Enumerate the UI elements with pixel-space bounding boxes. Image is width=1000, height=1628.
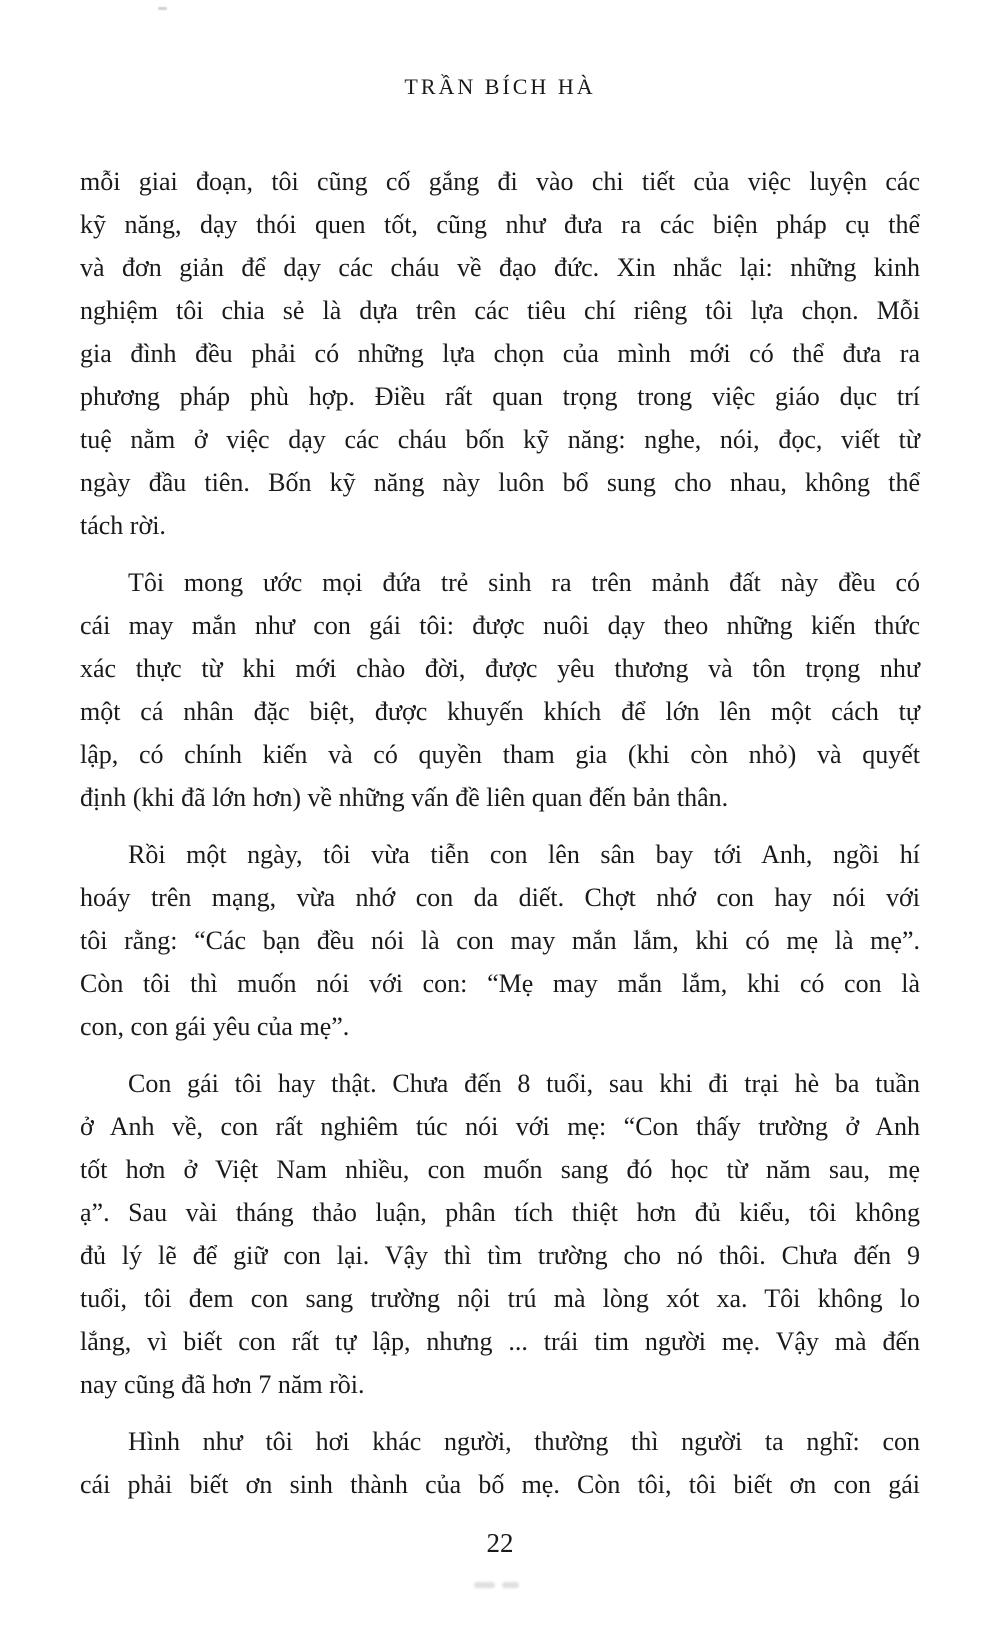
paragraph	[80, 160, 920, 547]
paragraph	[80, 1420, 920, 1506]
text-line: tách rời.	[80, 511, 166, 540]
text-line: gia đình đều phải có những lựa chọn của mình mới có thể đưa ra	[80, 339, 920, 368]
text-line: tuệ nằm ở việc dạy các cháu bốn kỹ năng: nghe, nói, đọc, viết từ	[80, 425, 920, 454]
text-line: định (khi đã lớn hơn) về những vấn đề liên quan đến bản thân.	[80, 783, 729, 812]
text-line: mỗi giai đoạn, tôi cũng cố gắng đi vào chi tiết của việc luyện các	[80, 167, 920, 196]
text-line: cái phải biết ơn sinh thành của bố mẹ. Còn tôi, tôi biết ơn con gái	[80, 1470, 920, 1499]
text-line: con, con gái yêu của mẹ”.	[80, 1012, 350, 1041]
paragraph	[80, 833, 920, 1048]
text-line: kỹ năng, dạy thói quen tốt, cũng như đưa ra các biện pháp cụ thể	[80, 210, 920, 239]
text-line: Con gái tôi hay thật. Chưa đến 8 tuổi, sau khi đi trại hè ba tuần	[128, 1069, 920, 1098]
text-line: đủ lý lẽ để giữ con lại. Vậy thì tìm trường cho nó thôi. Chưa đến 9	[80, 1241, 920, 1270]
text-line: Hình như tôi hơi khác người, thường thì người ta nghĩ: con	[128, 1427, 920, 1456]
text-line: nghiệm tôi chia sẻ là dựa trên các tiêu chí riêng tôi lựa chọn. Mỗi	[80, 296, 920, 325]
text-line: tốt hơn ở Việt Nam nhiều, con muốn sang đó học từ năm sau, mẹ	[80, 1155, 920, 1184]
text-line: lắng, vì biết con rất tự lập, nhưng ... trái tim người mẹ. Vậy mà đến	[80, 1327, 920, 1356]
text-line: nay cũng đã hơn 7 năm rồi.	[80, 1370, 365, 1399]
page-number: 22	[486, 1528, 514, 1558]
scan-smudge-mark	[474, 1582, 495, 1588]
text-line: một cá nhân đặc biệt, được khuyến khích để lớn lên một cách tự	[80, 697, 920, 726]
scan-smudge	[474, 1580, 522, 1589]
text-line: và đơn giản để dạy các cháu về đạo đức. Xin nhắc lại: những kinh	[80, 253, 920, 282]
scan-speck	[158, 7, 167, 10]
text-line: lập, có chính kiến và có quyền tham gia (khi còn nhỏ) và quyết	[80, 740, 920, 769]
text-line: ở Anh về, con rất nghiêm túc nói với mẹ: “Con thấy trường ở Anh	[80, 1112, 920, 1141]
text-line: tuổi, tôi đem con sang trường nội trú mà lòng xót xa. Tôi không lo	[80, 1284, 920, 1313]
text-line: cái may mắn như con gái tôi: được nuôi dạy theo những kiến thức	[80, 611, 920, 640]
paragraph	[80, 1062, 920, 1406]
paragraph	[80, 561, 920, 819]
running-header-author: TRẦN BÍCH HÀ	[404, 74, 596, 99]
text-line: Còn tôi thì muốn nói với con: “Mẹ may mắn lắm, khi có con là	[80, 969, 920, 998]
text-line: ngày đầu tiên. Bốn kỹ năng này luôn bổ sung cho nhau, không thể	[80, 468, 920, 497]
text-line: tôi rằng: “Các bạn đều nói là con may mắn lắm, khi có mẹ là mẹ”.	[80, 926, 920, 955]
page-body-text	[80, 160, 920, 1506]
text-line: ạ”. Sau vài tháng thảo luận, phân tích thiệt hơn đủ kiểu, tôi không	[80, 1198, 920, 1227]
text-line: Rồi một ngày, tôi vừa tiễn con lên sân bay tới Anh, ngồi hí	[128, 840, 920, 869]
text-line: hoáy trên mạng, vừa nhớ con da diết. Chợt nhớ con hay nói với	[80, 883, 920, 912]
scan-smudge-mark	[502, 1582, 519, 1588]
text-line: xác thực từ khi mới chào đời, được yêu thương và tôn trọng như	[80, 654, 920, 683]
text-line: phương pháp phù hợp. Điều rất quan trọng trong việc giáo dục trí	[80, 382, 920, 411]
text-line: Tôi mong ước mọi đứa trẻ sinh ra trên mảnh đất này đều có	[128, 568, 920, 597]
